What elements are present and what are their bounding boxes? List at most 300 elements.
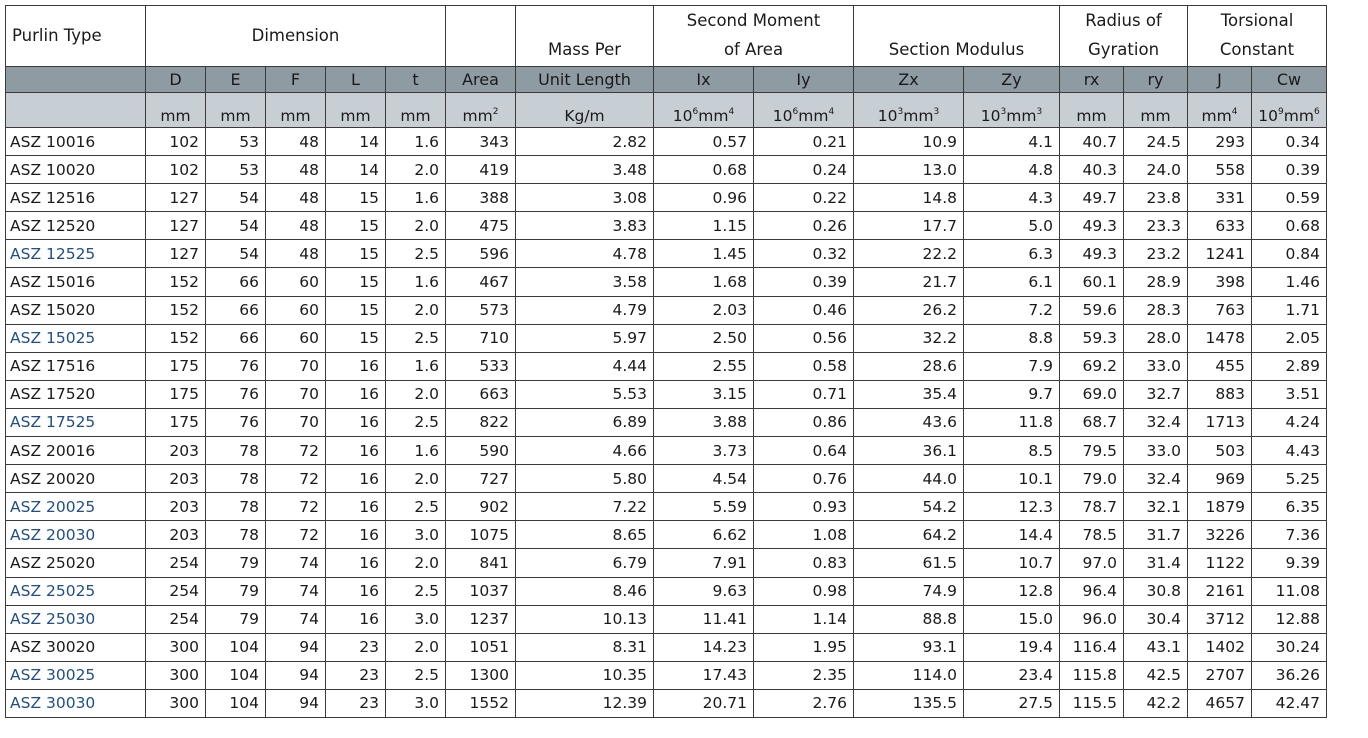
cell-mass: 3.58 <box>516 268 654 296</box>
unit-blank <box>6 93 146 128</box>
symbol-E: E <box>206 67 266 93</box>
cell-mass: 5.97 <box>516 324 654 352</box>
cell-mass: 2.82 <box>516 128 654 156</box>
cell-f: 70 <box>266 380 326 408</box>
header-dimension: Dimension <box>146 6 446 67</box>
cell-j: 633 <box>1188 212 1252 240</box>
cell-ix: 17.43 <box>654 661 754 689</box>
cell-e: 104 <box>206 689 266 717</box>
cell-j: 2161 <box>1188 577 1252 605</box>
cell-ry: 30.4 <box>1124 605 1188 633</box>
cell-zx: 54.2 <box>854 493 964 521</box>
unit-mass: Kg/m <box>516 93 654 128</box>
table-row <box>6 661 1327 689</box>
cell-rx: 78.5 <box>1060 521 1124 549</box>
header-area-blank <box>446 6 516 67</box>
cell-ix: 6.62 <box>654 521 754 549</box>
symbol-blank <box>6 67 146 93</box>
cell-l: 15 <box>326 212 386 240</box>
cell-f: 60 <box>266 268 326 296</box>
cell-rx: 40.3 <box>1060 156 1124 184</box>
cell-e: 76 <box>206 352 266 380</box>
cell-j: 331 <box>1188 184 1252 212</box>
cell-f: 48 <box>266 212 326 240</box>
purlin-properties-table <box>5 5 1327 718</box>
cell-ry: 30.8 <box>1124 577 1188 605</box>
unit-Zx: $10^3mm^3$ <box>854 93 964 128</box>
unit-t: mm <box>386 93 446 128</box>
cell-ry: 42.5 <box>1124 661 1188 689</box>
table-row <box>6 577 1327 605</box>
cell-zx: 28.6 <box>854 352 964 380</box>
cell-iy: 0.56 <box>754 324 854 352</box>
cell-f: 48 <box>266 240 326 268</box>
unit-Iy: $10^6mm^4$ <box>754 93 854 128</box>
table-row <box>6 212 1327 240</box>
cell-ry: 31.7 <box>1124 521 1188 549</box>
cell-iy: 1.14 <box>754 605 854 633</box>
cell-cw: 9.39 <box>1252 549 1327 577</box>
cell-zx: 64.2 <box>854 521 964 549</box>
cell-zy: 23.4 <box>964 661 1060 689</box>
cell-ix: 5.59 <box>654 493 754 521</box>
table-row <box>6 521 1327 549</box>
cell-iy: 2.76 <box>754 689 854 717</box>
cell-f: 70 <box>266 352 326 380</box>
cell-d: 203 <box>146 521 206 549</box>
cell-zx: 17.7 <box>854 212 964 240</box>
purlin-type-cell: ASZ 12520 <box>6 212 146 240</box>
cell-cw: 0.34 <box>1252 128 1327 156</box>
cell-mass: 7.22 <box>516 493 654 521</box>
cell-rx: 97.0 <box>1060 549 1124 577</box>
purlin-type-cell: ASZ 30030 <box>6 689 146 717</box>
cell-f: 74 <box>266 605 326 633</box>
cell-e: 78 <box>206 437 266 465</box>
cell-rx: 116.4 <box>1060 633 1124 661</box>
cell-iy: 0.39 <box>754 268 854 296</box>
cell-area: 475 <box>446 212 516 240</box>
cell-e: 78 <box>206 493 266 521</box>
cell-ix: 1.68 <box>654 268 754 296</box>
cell-l: 16 <box>326 352 386 380</box>
cell-ix: 20.71 <box>654 689 754 717</box>
cell-iy: 2.35 <box>754 661 854 689</box>
cell-zx: 22.2 <box>854 240 964 268</box>
cell-zx: 93.1 <box>854 633 964 661</box>
cell-t: 3.0 <box>386 605 446 633</box>
cell-mass: 4.79 <box>516 296 654 324</box>
cell-cw: 6.35 <box>1252 493 1327 521</box>
cell-area: 1037 <box>446 577 516 605</box>
cell-j: 1122 <box>1188 549 1252 577</box>
cell-mass: 6.79 <box>516 549 654 577</box>
symbol-ry: ry <box>1124 67 1188 93</box>
cell-l: 14 <box>326 128 386 156</box>
unit-L: mm <box>326 93 386 128</box>
cell-zy: 27.5 <box>964 689 1060 717</box>
cell-l: 23 <box>326 661 386 689</box>
cell-l: 16 <box>326 408 386 436</box>
cell-e: 66 <box>206 296 266 324</box>
cell-mass: 4.78 <box>516 240 654 268</box>
purlin-type-cell: ASZ 20030 <box>6 521 146 549</box>
purlin-table-container <box>5 5 1327 718</box>
cell-iy: 0.93 <box>754 493 854 521</box>
table-row <box>6 156 1327 184</box>
cell-ix: 2.55 <box>654 352 754 380</box>
purlin-type-cell: ASZ 10016 <box>6 128 146 156</box>
symbol-area: Area <box>446 67 516 93</box>
unit-area: $mm^2$ <box>446 93 516 128</box>
cell-ry: 33.0 <box>1124 352 1188 380</box>
unit-E: mm <box>206 93 266 128</box>
cell-e: 76 <box>206 408 266 436</box>
cell-ix: 4.54 <box>654 465 754 493</box>
cell-t: 1.6 <box>386 184 446 212</box>
table-row <box>6 408 1327 436</box>
cell-j: 4657 <box>1188 689 1252 717</box>
cell-zy: 14.4 <box>964 521 1060 549</box>
cell-iy: 0.24 <box>754 156 854 184</box>
header-second-moment-line2: of Area <box>723 40 784 59</box>
cell-area: 1300 <box>446 661 516 689</box>
cell-t: 2.0 <box>386 633 446 661</box>
cell-area: 841 <box>446 549 516 577</box>
cell-j: 1402 <box>1188 633 1252 661</box>
table-row <box>6 493 1327 521</box>
cell-d: 203 <box>146 493 206 521</box>
purlin-type-cell: ASZ 30020 <box>6 633 146 661</box>
cell-zy: 4.8 <box>964 156 1060 184</box>
cell-rx: 96.0 <box>1060 605 1124 633</box>
cell-ry: 42.2 <box>1124 689 1188 717</box>
table-row <box>6 380 1327 408</box>
cell-d: 127 <box>146 240 206 268</box>
cell-j: 455 <box>1188 352 1252 380</box>
cell-cw: 0.68 <box>1252 212 1327 240</box>
cell-f: 94 <box>266 689 326 717</box>
cell-mass: 8.31 <box>516 633 654 661</box>
purlin-type-cell: ASZ 17525 <box>6 408 146 436</box>
symbol-Zx: Zx <box>854 67 964 93</box>
cell-l: 16 <box>326 465 386 493</box>
cell-zy: 7.9 <box>964 352 1060 380</box>
cell-ry: 23.8 <box>1124 184 1188 212</box>
purlin-type-cell: ASZ 20016 <box>6 437 146 465</box>
cell-zx: 35.4 <box>854 380 964 408</box>
cell-rx: 59.6 <box>1060 296 1124 324</box>
cell-zy: 8.8 <box>964 324 1060 352</box>
cell-mass: 3.48 <box>516 156 654 184</box>
table-row <box>6 633 1327 661</box>
cell-iy: 0.21 <box>754 128 854 156</box>
cell-rx: 68.7 <box>1060 408 1124 436</box>
purlin-type-cell: ASZ 15025 <box>6 324 146 352</box>
cell-e: 54 <box>206 240 266 268</box>
cell-f: 74 <box>266 549 326 577</box>
cell-rx: 79.5 <box>1060 437 1124 465</box>
cell-zx: 14.8 <box>854 184 964 212</box>
cell-ix: 14.23 <box>654 633 754 661</box>
cell-mass: 6.89 <box>516 408 654 436</box>
table-row <box>6 465 1327 493</box>
header-torsional-line2: Constant <box>1219 40 1295 59</box>
cell-f: 94 <box>266 661 326 689</box>
symbol-Cw: Cw <box>1252 67 1327 93</box>
cell-t: 3.0 <box>386 689 446 717</box>
cell-area: 1075 <box>446 521 516 549</box>
cell-rx: 49.3 <box>1060 212 1124 240</box>
cell-d: 102 <box>146 128 206 156</box>
cell-zy: 9.7 <box>964 380 1060 408</box>
cell-rx: 78.7 <box>1060 493 1124 521</box>
cell-t: 2.5 <box>386 324 446 352</box>
header-second-moment-line1: Second Moment <box>686 11 821 30</box>
cell-e: 54 <box>206 212 266 240</box>
cell-zx: 10.9 <box>854 128 964 156</box>
cell-zy: 6.1 <box>964 268 1060 296</box>
cell-ix: 0.68 <box>654 156 754 184</box>
cell-zy: 8.5 <box>964 437 1060 465</box>
cell-l: 15 <box>326 324 386 352</box>
purlin-type-cell: ASZ 17516 <box>6 352 146 380</box>
cell-cw: 7.36 <box>1252 521 1327 549</box>
cell-zy: 7.2 <box>964 296 1060 324</box>
cell-zx: 74.9 <box>854 577 964 605</box>
purlin-type-cell: ASZ 12516 <box>6 184 146 212</box>
symbol-Ix: Ix <box>654 67 754 93</box>
cell-ix: 1.15 <box>654 212 754 240</box>
table-row <box>6 549 1327 577</box>
cell-rx: 115.8 <box>1060 661 1124 689</box>
cell-d: 300 <box>146 689 206 717</box>
cell-f: 72 <box>266 465 326 493</box>
cell-t: 2.0 <box>386 549 446 577</box>
symbol-F: F <box>266 67 326 93</box>
cell-cw: 30.24 <box>1252 633 1327 661</box>
cell-mass: 3.83 <box>516 212 654 240</box>
cell-zy: 12.8 <box>964 577 1060 605</box>
cell-zx: 61.5 <box>854 549 964 577</box>
cell-ry: 31.4 <box>1124 549 1188 577</box>
cell-t: 1.6 <box>386 268 446 296</box>
cell-ry: 23.3 <box>1124 212 1188 240</box>
cell-ry: 32.4 <box>1124 465 1188 493</box>
cell-e: 54 <box>206 184 266 212</box>
cell-rx: 79.0 <box>1060 465 1124 493</box>
cell-e: 104 <box>206 661 266 689</box>
cell-j: 3226 <box>1188 521 1252 549</box>
cell-rx: 49.3 <box>1060 240 1124 268</box>
cell-zx: 21.7 <box>854 268 964 296</box>
cell-ix: 3.73 <box>654 437 754 465</box>
cell-ix: 0.96 <box>654 184 754 212</box>
cell-ix: 1.45 <box>654 240 754 268</box>
cell-area: 1552 <box>446 689 516 717</box>
purlin-type-cell: ASZ 25020 <box>6 549 146 577</box>
cell-iy: 0.26 <box>754 212 854 240</box>
symbol-J: J <box>1188 67 1252 93</box>
cell-area: 902 <box>446 493 516 521</box>
cell-area: 419 <box>446 156 516 184</box>
cell-f: 60 <box>266 296 326 324</box>
cell-mass: 12.39 <box>516 689 654 717</box>
table-row <box>6 605 1327 633</box>
cell-j: 3712 <box>1188 605 1252 633</box>
cell-l: 16 <box>326 493 386 521</box>
table-row <box>6 128 1327 156</box>
cell-j: 1713 <box>1188 408 1252 436</box>
cell-j: 503 <box>1188 437 1252 465</box>
purlin-type-cell: ASZ 30025 <box>6 661 146 689</box>
cell-f: 72 <box>266 521 326 549</box>
cell-j: 558 <box>1188 156 1252 184</box>
cell-area: 343 <box>446 128 516 156</box>
cell-cw: 1.71 <box>1252 296 1327 324</box>
cell-d: 175 <box>146 352 206 380</box>
cell-t: 2.5 <box>386 240 446 268</box>
cell-mass: 10.13 <box>516 605 654 633</box>
cell-ix: 11.41 <box>654 605 754 633</box>
cell-j: 969 <box>1188 465 1252 493</box>
unit-Ix: $10^6mm^4$ <box>654 93 754 128</box>
cell-ry: 32.1 <box>1124 493 1188 521</box>
cell-area: 590 <box>446 437 516 465</box>
cell-area: 710 <box>446 324 516 352</box>
cell-t: 2.5 <box>386 661 446 689</box>
cell-l: 15 <box>326 296 386 324</box>
cell-cw: 0.59 <box>1252 184 1327 212</box>
cell-ry: 32.4 <box>1124 408 1188 436</box>
cell-area: 727 <box>446 465 516 493</box>
cell-e: 78 <box>206 465 266 493</box>
cell-cw: 11.08 <box>1252 577 1327 605</box>
header-radius-gyration <box>1060 6 1188 67</box>
cell-iy: 1.95 <box>754 633 854 661</box>
cell-t: 2.0 <box>386 296 446 324</box>
cell-ix: 3.15 <box>654 380 754 408</box>
symbol-D: D <box>146 67 206 93</box>
cell-ix: 7.91 <box>654 549 754 577</box>
cell-ix: 2.50 <box>654 324 754 352</box>
cell-j: 398 <box>1188 268 1252 296</box>
cell-cw: 12.88 <box>1252 605 1327 633</box>
cell-iy: 0.83 <box>754 549 854 577</box>
cell-area: 573 <box>446 296 516 324</box>
cell-f: 48 <box>266 184 326 212</box>
cell-t: 2.5 <box>386 577 446 605</box>
header-row-units <box>6 93 1327 128</box>
cell-zx: 44.0 <box>854 465 964 493</box>
cell-area: 1237 <box>446 605 516 633</box>
unit-rx: mm <box>1060 93 1124 128</box>
header-radius-line1: Radius of <box>1085 11 1162 30</box>
cell-d: 127 <box>146 212 206 240</box>
cell-j: 1241 <box>1188 240 1252 268</box>
cell-ry: 24.5 <box>1124 128 1188 156</box>
header-section-modulus: Section Modulus <box>854 6 1060 67</box>
cell-mass: 3.08 <box>516 184 654 212</box>
cell-d: 300 <box>146 633 206 661</box>
cell-cw: 3.51 <box>1252 380 1327 408</box>
purlin-type-cell: ASZ 25025 <box>6 577 146 605</box>
cell-iy: 0.76 <box>754 465 854 493</box>
cell-d: 254 <box>146 577 206 605</box>
unit-F: mm <box>266 93 326 128</box>
cell-zx: 26.2 <box>854 296 964 324</box>
cell-ix: 3.88 <box>654 408 754 436</box>
cell-e: 104 <box>206 633 266 661</box>
cell-zx: 88.8 <box>854 605 964 633</box>
cell-t: 2.5 <box>386 493 446 521</box>
header-purlin-type: Purlin Type <box>6 6 146 67</box>
cell-iy: 0.71 <box>754 380 854 408</box>
cell-mass: 8.46 <box>516 577 654 605</box>
cell-l: 16 <box>326 437 386 465</box>
cell-l: 16 <box>326 605 386 633</box>
cell-l: 23 <box>326 633 386 661</box>
cell-area: 388 <box>446 184 516 212</box>
cell-area: 663 <box>446 380 516 408</box>
cell-e: 53 <box>206 128 266 156</box>
cell-area: 596 <box>446 240 516 268</box>
cell-ry: 28.0 <box>1124 324 1188 352</box>
cell-e: 78 <box>206 521 266 549</box>
cell-t: 1.6 <box>386 128 446 156</box>
cell-t: 2.0 <box>386 380 446 408</box>
purlin-type-cell: ASZ 20020 <box>6 465 146 493</box>
cell-d: 152 <box>146 268 206 296</box>
cell-j: 1478 <box>1188 324 1252 352</box>
cell-e: 53 <box>206 156 266 184</box>
cell-e: 79 <box>206 549 266 577</box>
symbol-L: L <box>326 67 386 93</box>
cell-d: 102 <box>146 156 206 184</box>
cell-zx: 13.0 <box>854 156 964 184</box>
unit-ry: mm <box>1124 93 1188 128</box>
unit-Cw: $10^9mm^6$ <box>1252 93 1327 128</box>
cell-area: 467 <box>446 268 516 296</box>
cell-d: 152 <box>146 324 206 352</box>
table-row <box>6 184 1327 212</box>
cell-t: 2.0 <box>386 156 446 184</box>
cell-d: 254 <box>146 549 206 577</box>
header-row-titles <box>6 6 1327 67</box>
cell-d: 127 <box>146 184 206 212</box>
cell-iy: 1.08 <box>754 521 854 549</box>
cell-d: 300 <box>146 661 206 689</box>
cell-ix: 2.03 <box>654 296 754 324</box>
header-torsional-line1: Torsional <box>1220 11 1294 30</box>
cell-rx: 69.0 <box>1060 380 1124 408</box>
table-row <box>6 437 1327 465</box>
cell-cw: 0.84 <box>1252 240 1327 268</box>
cell-zy: 11.8 <box>964 408 1060 436</box>
cell-rx: 96.4 <box>1060 577 1124 605</box>
cell-ry: 24.0 <box>1124 156 1188 184</box>
cell-area: 822 <box>446 408 516 436</box>
cell-zx: 43.6 <box>854 408 964 436</box>
cell-rx: 115.5 <box>1060 689 1124 717</box>
cell-j: 883 <box>1188 380 1252 408</box>
cell-cw: 0.39 <box>1252 156 1327 184</box>
cell-e: 79 <box>206 605 266 633</box>
cell-l: 23 <box>326 689 386 717</box>
cell-e: 76 <box>206 380 266 408</box>
cell-zy: 4.3 <box>964 184 1060 212</box>
cell-l: 16 <box>326 549 386 577</box>
